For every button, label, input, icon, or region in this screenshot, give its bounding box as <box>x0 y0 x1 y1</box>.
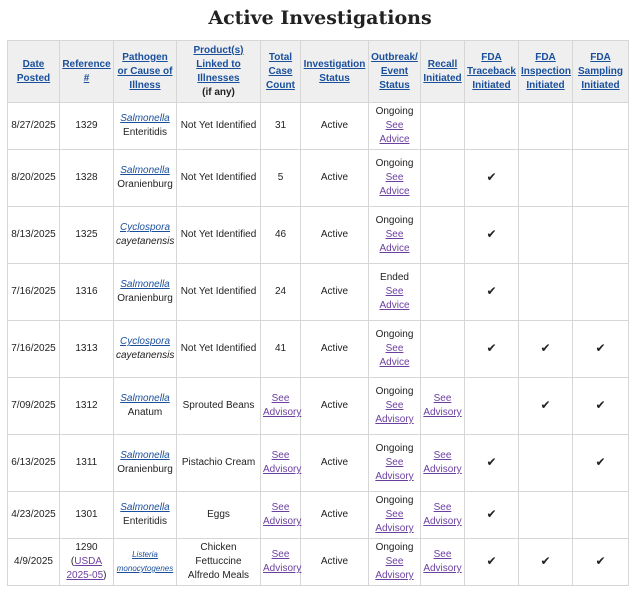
check-icon: ✔ <box>540 554 551 568</box>
outbreak-status-cell <box>369 264 421 321</box>
sampling-cell <box>573 321 629 378</box>
recall-cell <box>421 492 465 539</box>
outbreak-status: Ongoing <box>375 443 414 454</box>
check-icon: ✔ <box>595 341 606 355</box>
sampling-cell <box>573 378 629 435</box>
reference-number: 1312 <box>75 400 98 411</box>
product-cell: Not Yet Identified <box>177 103 261 150</box>
traceback-cell <box>465 378 519 435</box>
pathogen-cell <box>114 492 177 539</box>
recall-cell <box>421 150 465 207</box>
outbreak-status: Ended <box>380 272 409 283</box>
case-count-cell: 46 <box>261 207 301 264</box>
product-cell: Chicken Fettuccine Alfredo Meals <box>177 539 261 586</box>
reference-cell <box>60 378 114 435</box>
pathogen-cell <box>114 207 177 264</box>
product-cell: Sprouted Beans <box>177 378 261 435</box>
sort-sampling-link[interactable]: FDA Sampling Initiated <box>577 51 623 91</box>
col-recall[interactable] <box>421 41 465 103</box>
sort-products-link[interactable]: Product(s) Linked to Illnesses <box>193 44 244 84</box>
reference-number: 1313 <box>75 343 98 354</box>
sampling-cell <box>573 150 629 207</box>
check-icon: ✔ <box>486 507 497 521</box>
investigations-table <box>7 40 629 586</box>
see-advisory-link[interactable]: See Advisory <box>263 450 302 475</box>
sort-pathogen-link[interactable]: Pathogen or Cause of Illness <box>117 51 173 91</box>
sampling-cell <box>573 264 629 321</box>
recall-cell <box>421 378 465 435</box>
outbreak-status: Ongoing <box>375 386 414 397</box>
check-icon: ✔ <box>595 554 606 568</box>
pathogen-serotype: Oranienburg <box>117 464 173 475</box>
sampling-cell <box>573 207 629 264</box>
outbreak-status: Ongoing <box>375 329 414 340</box>
col-case-count[interactable] <box>261 41 301 103</box>
table-row <box>8 264 629 321</box>
col-investigation-status[interactable] <box>301 41 369 103</box>
date-cell: 8/13/2025 <box>8 207 60 264</box>
date-cell: 7/16/2025 <box>8 321 60 378</box>
outbreak-status-cell <box>369 150 421 207</box>
traceback-cell <box>465 539 519 586</box>
investigation-status-cell: Active <box>301 150 369 207</box>
date-cell: 4/9/2025 <box>8 539 60 586</box>
pathogen-cell <box>114 150 177 207</box>
inspection-cell <box>519 207 573 264</box>
reference-number: 1311 <box>75 457 98 468</box>
check-icon: ✔ <box>595 455 606 469</box>
see-advisory-link[interactable]: See Advisory <box>263 502 302 527</box>
pathogen-serotype: Enteritidis <box>123 127 167 138</box>
case-count-cell <box>261 492 301 539</box>
check-icon: ✔ <box>486 554 497 568</box>
investigation-status-cell: Active <box>301 207 369 264</box>
case-count-cell: 31 <box>261 103 301 150</box>
case-count-cell: 5 <box>261 150 301 207</box>
pathogen-link[interactable]: Cyclospora <box>119 222 171 233</box>
col-sampling[interactable] <box>573 41 629 103</box>
sort-outbreak-link[interactable]: Outbreak/ Event Status <box>371 51 418 91</box>
inspection-cell <box>519 435 573 492</box>
date-cell: 6/13/2025 <box>8 435 60 492</box>
reference-number: 1301 <box>75 509 98 520</box>
product-cell: Not Yet Identified <box>177 264 261 321</box>
product-cell: Not Yet Identified <box>177 207 261 264</box>
inspection-cell <box>519 321 573 378</box>
reference-cell <box>60 103 114 150</box>
outbreak-status-cell <box>369 378 421 435</box>
pathogen-link[interactable]: Cyclospora <box>119 336 171 347</box>
investigation-status-cell: Active <box>301 264 369 321</box>
check-icon: ✔ <box>540 341 551 355</box>
investigation-status-cell: Active <box>301 492 369 539</box>
recall-cell <box>421 207 465 264</box>
sort-status-link[interactable]: Investigation Status <box>303 58 366 84</box>
inspection-cell <box>519 103 573 150</box>
see-advisory-link[interactable]: See Advisory <box>263 549 302 574</box>
date-cell: 7/09/2025 <box>8 378 60 435</box>
pathogen-serotype: Oranienburg <box>117 293 173 304</box>
product-cell: Pistachio Cream <box>177 435 261 492</box>
table-row <box>8 492 629 539</box>
check-icon: ✔ <box>486 284 497 298</box>
date-cell: 4/23/2025 <box>8 492 60 539</box>
outbreak-status: Ongoing <box>375 106 414 117</box>
outbreak-status-cell <box>369 103 421 150</box>
col-outbreak-status[interactable] <box>369 41 421 103</box>
sampling-cell <box>573 492 629 539</box>
see-advisory-link[interactable]: See Advisory <box>263 393 302 418</box>
outbreak-status-cell <box>369 207 421 264</box>
check-icon: ✔ <box>540 398 551 412</box>
case-count-cell: 41 <box>261 321 301 378</box>
traceback-cell <box>465 264 519 321</box>
pathogen-serotype: Anatum <box>127 407 163 418</box>
pathogen-serotype: Enteritidis <box>123 516 167 527</box>
outbreak-status-cell <box>369 539 421 586</box>
pathogen-cell <box>114 321 177 378</box>
recall-advisory-link[interactable]: See Advisory <box>423 393 462 418</box>
sort-reference-link[interactable]: Reference # <box>62 58 111 84</box>
date-cell: 8/20/2025 <box>8 150 60 207</box>
recall-advisory-link[interactable]: See Advisory <box>423 450 462 475</box>
outbreak-advice-link[interactable]: See Advice <box>379 120 410 145</box>
sampling-cell <box>573 539 629 586</box>
reference-number: 1328 <box>75 172 98 183</box>
recall-cell <box>421 321 465 378</box>
outbreak-advice-link[interactable]: See Advice <box>379 172 410 197</box>
outbreak-status: Ongoing <box>375 542 414 553</box>
pathogen-serotype: Oranienburg <box>117 179 173 190</box>
product-cell: Not Yet Identified <box>177 150 261 207</box>
investigation-status-cell: Active <box>301 321 369 378</box>
col-inspection[interactable] <box>519 41 573 103</box>
pathogen-link[interactable]: Salmonella <box>120 502 170 513</box>
traceback-cell <box>465 103 519 150</box>
reference-cell <box>60 492 114 539</box>
pathogen-link[interactable]: Salmonella <box>120 450 170 461</box>
traceback-cell <box>465 435 519 492</box>
traceback-cell <box>465 321 519 378</box>
reference-cell <box>60 321 114 378</box>
check-icon: ✔ <box>486 227 497 241</box>
check-icon: ✔ <box>486 170 497 184</box>
col-date-posted[interactable] <box>8 41 60 103</box>
investigation-status-cell: Active <box>301 103 369 150</box>
outbreak-status-cell <box>369 435 421 492</box>
recall-advisory-link[interactable]: See Advisory <box>423 502 462 527</box>
check-icon: ✔ <box>486 455 497 469</box>
outbreak-advice-link[interactable]: See Advisory <box>375 556 414 581</box>
investigation-status-cell: Active <box>301 435 369 492</box>
recall-cell <box>421 264 465 321</box>
pathogen-cell <box>114 264 177 321</box>
sort-date-link[interactable]: Date Posted <box>16 58 51 84</box>
sort-traceback-link[interactable]: FDA Traceback Initiated <box>467 51 516 91</box>
case-count-cell <box>261 435 301 492</box>
recall-cell <box>421 103 465 150</box>
outbreak-advice-link[interactable]: See Advice <box>379 229 410 254</box>
sort-cases-link[interactable]: Total Case Count <box>266 51 295 91</box>
outbreak-advice-link[interactable]: See Advice <box>379 343 410 368</box>
outbreak-status: Ongoing <box>375 158 414 169</box>
case-count-cell: 24 <box>261 264 301 321</box>
inspection-cell <box>519 492 573 539</box>
investigation-status-cell: Active <box>301 378 369 435</box>
outbreak-status-cell <box>369 492 421 539</box>
table-row <box>8 207 629 264</box>
check-icon: ✔ <box>595 398 606 412</box>
page-title: Active Investigations <box>208 7 432 29</box>
inspection-cell <box>519 539 573 586</box>
outbreak-status: Ongoing <box>375 495 414 506</box>
recall-cell <box>421 435 465 492</box>
sampling-cell <box>573 103 629 150</box>
reference-number: 1329 <box>75 120 98 131</box>
pathogen-link[interactable]: Salmonella <box>120 393 170 404</box>
reference-number: 1316 <box>75 286 98 297</box>
sampling-cell <box>573 435 629 492</box>
traceback-cell <box>465 207 519 264</box>
col-traceback[interactable] <box>465 41 519 103</box>
pathogen-cell <box>114 378 177 435</box>
reference-number: 1290 <box>75 542 98 553</box>
reference-cell: 1290 (USDA 2025-05) <box>60 539 114 586</box>
outbreak-status: Ongoing <box>375 215 414 226</box>
reference-cell <box>60 264 114 321</box>
col-reference[interactable] <box>60 41 114 103</box>
pathogen-cell <box>114 103 177 150</box>
header-row <box>8 41 629 103</box>
outbreak-advice-link[interactable]: See Advisory <box>375 400 414 425</box>
table-row <box>8 103 629 150</box>
sort-recall-link[interactable]: Recall Initiated <box>423 58 462 84</box>
recall-cell <box>421 539 465 586</box>
date-cell: 8/27/2025 <box>8 103 60 150</box>
pathogen-link[interactable]: Salmonella <box>120 165 170 176</box>
check-icon: ✔ <box>486 341 497 355</box>
sort-inspection-link[interactable]: FDA Inspection Initiated <box>521 51 572 91</box>
usda-reference-link[interactable]: USDA 2025-05 <box>66 556 104 581</box>
recall-advisory-link[interactable]: See Advisory <box>423 549 462 574</box>
reference-cell <box>60 150 114 207</box>
investigation-status-cell: Active <box>301 539 369 586</box>
pathogen-cell <box>114 539 177 586</box>
pathogen-serotype: cayetanensis <box>116 236 175 247</box>
case-count-cell <box>261 378 301 435</box>
inspection-cell <box>519 150 573 207</box>
table-row <box>8 150 629 207</box>
table-row <box>8 378 629 435</box>
col-products[interactable] <box>177 41 261 103</box>
pathogen-link[interactable]: Listeria monocytogenes <box>116 550 174 573</box>
inspection-cell <box>519 264 573 321</box>
case-count-cell <box>261 539 301 586</box>
outbreak-status-cell <box>369 321 421 378</box>
reference-number: 1325 <box>75 229 98 240</box>
table-row <box>8 539 629 586</box>
product-cell: Eggs <box>177 492 261 539</box>
col-pathogen[interactable] <box>114 41 177 103</box>
pathogen-serotype: cayetanensis <box>116 350 175 361</box>
outbreak-advice-link[interactable]: See Advisory <box>375 457 414 482</box>
outbreak-advice-link[interactable]: See Advisory <box>375 509 414 534</box>
pathogen-cell <box>114 435 177 492</box>
traceback-cell <box>465 492 519 539</box>
outbreak-advice-link[interactable]: See Advice <box>379 286 410 311</box>
reference-cell <box>60 207 114 264</box>
pathogen-link[interactable]: Salmonella <box>120 113 170 124</box>
pathogen-link[interactable]: Salmonella <box>120 279 170 290</box>
table-row <box>8 435 629 492</box>
table-row <box>8 321 629 378</box>
product-cell: Not Yet Identified <box>177 321 261 378</box>
date-cell: 7/16/2025 <box>8 264 60 321</box>
reference-cell <box>60 435 114 492</box>
inspection-cell <box>519 378 573 435</box>
products-subtitle: (if any) <box>202 86 235 98</box>
traceback-cell <box>465 150 519 207</box>
